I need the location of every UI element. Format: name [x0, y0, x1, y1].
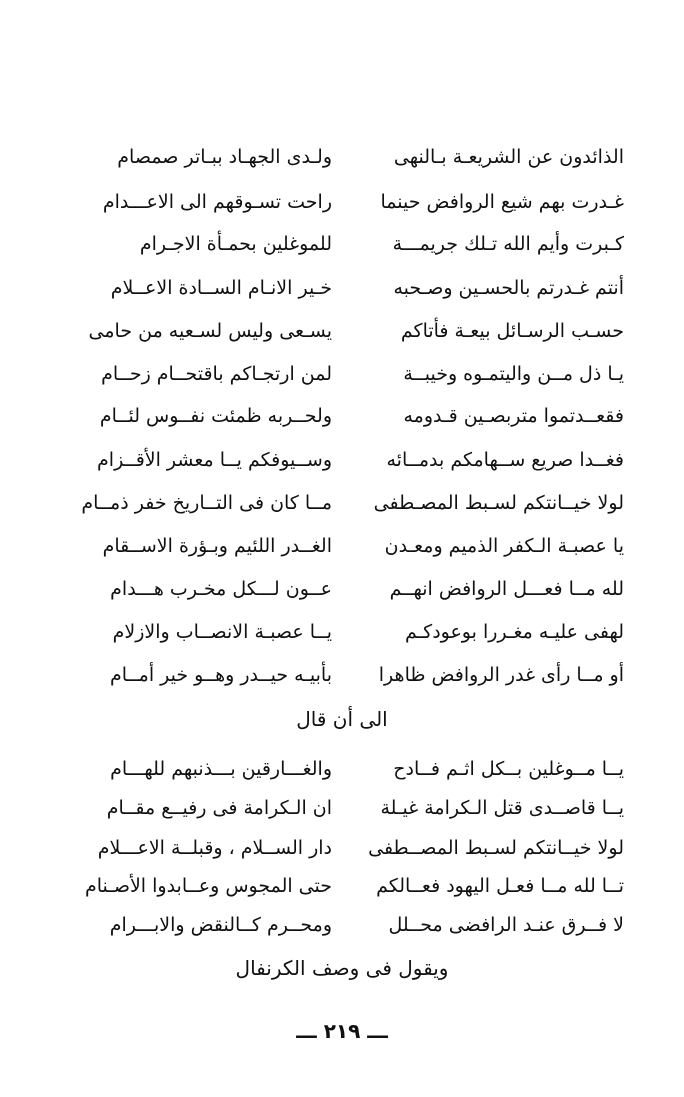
verse-8-first-hemistich: فغــدا صريع ســهامكم بدمــائه	[386, 449, 624, 471]
verse-16-second-hemistich: دار الســلام ، وقبلــة الاعـــلام	[97, 837, 332, 859]
verse-17-first-hemistich: تــا لله مــا فعـل اليهود فعــالكم	[376, 875, 624, 897]
verse-1-first-hemistich: الذائدون عن الشريعـة بـالنهى	[393, 146, 624, 168]
verse-15-second-hemistich: ان الـكرامة فى رفيــع مقــام	[106, 797, 332, 819]
verse-4-first-hemistich: أنتم غـدرتم بالحسـين وصـحبه	[393, 277, 624, 299]
verse-3-first-hemistich: كـبرت وأيم الله تـلك جريمـــة	[392, 233, 624, 255]
verse-9-first-hemistich: لولا خيــانتكم لسـبط المصـطفى	[373, 492, 624, 514]
verse-10-second-hemistich: الغــدر اللئيم وبـؤرة الاســقام	[102, 535, 332, 557]
verse-3-second-hemistich: للموغلين بحمـأة الاجـرام	[139, 233, 332, 255]
verse-2-second-hemistich: راحت تسـوقهم الى الاعـــدام	[102, 191, 332, 213]
verse-5-second-hemistich: يسـعى وليس لسـعيه من حامى	[88, 320, 332, 342]
verse-12-first-hemistich: لهفى عليـه مغـررا بوعودكـم	[404, 621, 624, 643]
verse-15-first-hemistich: يــا قاصــدى قتل الـكرامة غيـلة	[380, 797, 624, 819]
verse-13-second-hemistich: بأبيـه حيــدر وهــو خير أمــام	[109, 664, 332, 686]
page-number: ـــ ٢١٩ ـــ	[296, 1019, 388, 1043]
verse-9-second-hemistich: مــا كان فى التــاريخ خفر ذمــام	[81, 492, 332, 514]
verse-6-second-hemistich: لمن ارتجـاكم باقتحــام زحــام	[101, 363, 332, 385]
verse-17-second-hemistich: حتى المجوس وعــابدوا الأصـنام	[84, 875, 332, 897]
verse-14-first-hemistich: يــا مــوغلين بــكل اثـم فــادح	[393, 758, 624, 780]
verse-16-first-hemistich: لولا خيــانتكم لسـبط المصــطفى	[368, 837, 624, 859]
verse-2-first-hemistich: غـدرت بهم شيع الروافض حينما	[380, 191, 624, 213]
verse-8-second-hemistich: وســيوفكم يــا معشر الأقــزام	[97, 449, 332, 471]
verse-13-first-hemistich: أو مــا رأى غدر الروافض ظاهرا	[378, 664, 624, 686]
section-heading-transition: الى أن قال	[296, 707, 388, 731]
verse-11-second-hemistich: عــون لـــكل مخـرب هـــدام	[110, 578, 332, 600]
verse-18-first-hemistich: لا فــرق عنـد الرافضى محــلل	[388, 914, 624, 936]
verse-7-second-hemistich: ولحــربه ظمئت نفــوس لئــام	[99, 405, 332, 427]
verse-5-first-hemistich: حسـب الرسـائل بيعـة فأتاكم	[400, 320, 624, 342]
verse-11-first-hemistich: لله مــا فعـــل الروافض انهــم	[389, 578, 624, 600]
verse-18-second-hemistich: ومحــرم كــالنقض والابـــرام	[109, 914, 332, 936]
verse-12-second-hemistich: يــا عصبـة الانصــاب والازلام	[112, 621, 332, 643]
verse-6-first-hemistich: يـا ذل مــن واليتمـوه وخيبــة	[403, 363, 624, 385]
verse-14-second-hemistich: والغـــارقين بـــذنبهم للهـــام	[110, 758, 332, 780]
section-heading-carnival: ويقول فى وصف الكرنفال	[235, 956, 449, 980]
verse-7-first-hemistich: فقعــدتموا متربصـين قـدومه	[403, 405, 624, 427]
verse-4-second-hemistich: خـير الانـام الســادة الاعــلام	[110, 277, 332, 299]
verse-10-first-hemistich: يا عصبـة الـكفر الذميم ومعـدن	[384, 535, 624, 557]
verse-1-second-hemistich: ولـدى الجهـاد ببـاتر صمصام	[117, 146, 332, 168]
